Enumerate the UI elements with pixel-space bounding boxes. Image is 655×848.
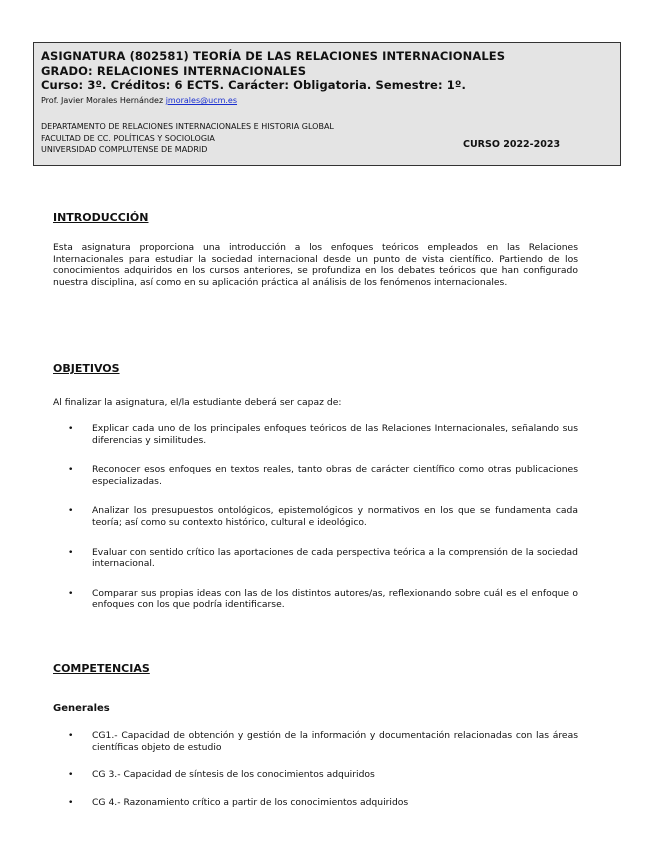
professor-name: Prof. Javier Morales Hernández (41, 96, 164, 105)
objectives-heading: OBJETIVOS (53, 362, 120, 375)
objective-item (66, 464, 578, 487)
bullet-icon: • (68, 796, 74, 808)
objective-text: Explicar cada uno de los principales enfoques teóricos de las Relaciones Internacionales, señalando sus diferencias y similitudes. (92, 423, 578, 446)
objective-text: Comparar sus propias ideas con las de los distintos autores/as, reflexionando sobre cuál es el enfoque o enfoques con los que podría identificarse. (92, 587, 578, 611)
bullet-icon: • (68, 464, 74, 476)
professor-line (41, 96, 237, 105)
objective-item (66, 547, 578, 570)
competencies-heading: COMPETENCIAS (53, 662, 150, 675)
competency-text: CG 3.- Capacidad de síntesis de los conocimientos adquiridos (92, 769, 375, 781)
objective-item (66, 423, 578, 446)
competency-item (66, 730, 578, 753)
professor-email-link[interactable]: jmorales@ucm.es (165, 96, 238, 105)
objective-text: Evaluar con sentido crítico las aportaciones de cada perspectiva teórica a la comprensión de la sociedad internacional. (92, 546, 578, 570)
academic-year: CURSO 2022-2023 (463, 139, 561, 150)
bullet-icon: • (68, 423, 74, 434)
department-name: DEPARTAMENTO DE RELACIONES INTERNACIONALES E HISTORIA GLOBAL (41, 122, 334, 131)
bullet-icon: • (68, 587, 74, 599)
competency-text: CG 4.- Razonamiento crítico a partir de los conocimientos adquiridos (92, 796, 409, 808)
bullet-icon: • (68, 769, 74, 781)
objective-item (66, 505, 578, 528)
faculty-name: FACULTAD DE CC. POLÍTICAS Y SOCIOLOGIA (41, 134, 215, 143)
objectives-list (66, 423, 578, 611)
bullet-icon: • (68, 505, 74, 517)
introduction-paragraph: Esta asignatura proporciona una introducción a los enfoques teóricos empleados en las Relaciones Internacionales para estudiar la sociedad internacional desde un punto de vista científico. Partiendo de los conocimientos adquiridos en los cursos anteriores, se profundiza en los debates teóricos que han configurado nuestra disciplina, así como en su aplicación práctica al análisis de los fenómenos internacionales. (53, 242, 578, 288)
objective-text: Analizar los presupuestos ontológicos, epistemológicos y normativos en los que se fundamenta cada teoría; así como su contexto histórico, cultural e ideológico. (92, 505, 578, 528)
general-competencies-subheading: Generales (53, 703, 110, 714)
competency-item (66, 797, 578, 809)
introduction-heading: INTRODUCCIÓN (53, 211, 149, 224)
course-info: Curso: 3º. Créditos: 6 ECTS. Carácter: Obligatoria. Semestre: 1º. (41, 78, 466, 92)
competency-item (66, 769, 578, 781)
bullet-icon: • (68, 546, 74, 558)
competency-text: CG1.- Capacidad de obtención y gestión de la información y documentación relacionadas con las áreas científicas objeto de estudio (92, 730, 578, 753)
university-name: UNIVERSIDAD COMPLUTENSE DE MADRID (41, 145, 208, 154)
course-title: ASIGNATURA (802581) TEORÍA DE LAS RELACIONES INTERNACIONALES (41, 49, 506, 63)
competencies-list (66, 730, 578, 808)
objective-item (66, 588, 578, 611)
objective-text: Reconocer esos enfoques en textos reales, tanto obras de carácter científico como otras publicaciones especializadas. (92, 464, 578, 487)
course-header-box (33, 42, 621, 166)
bullet-icon: • (68, 730, 74, 741)
objectives-lead: Al finalizar la asignatura, el/la estudiante deberá ser capaz de: (53, 397, 342, 408)
degree-name: GRADO: RELACIONES INTERNACIONALES (41, 64, 307, 78)
